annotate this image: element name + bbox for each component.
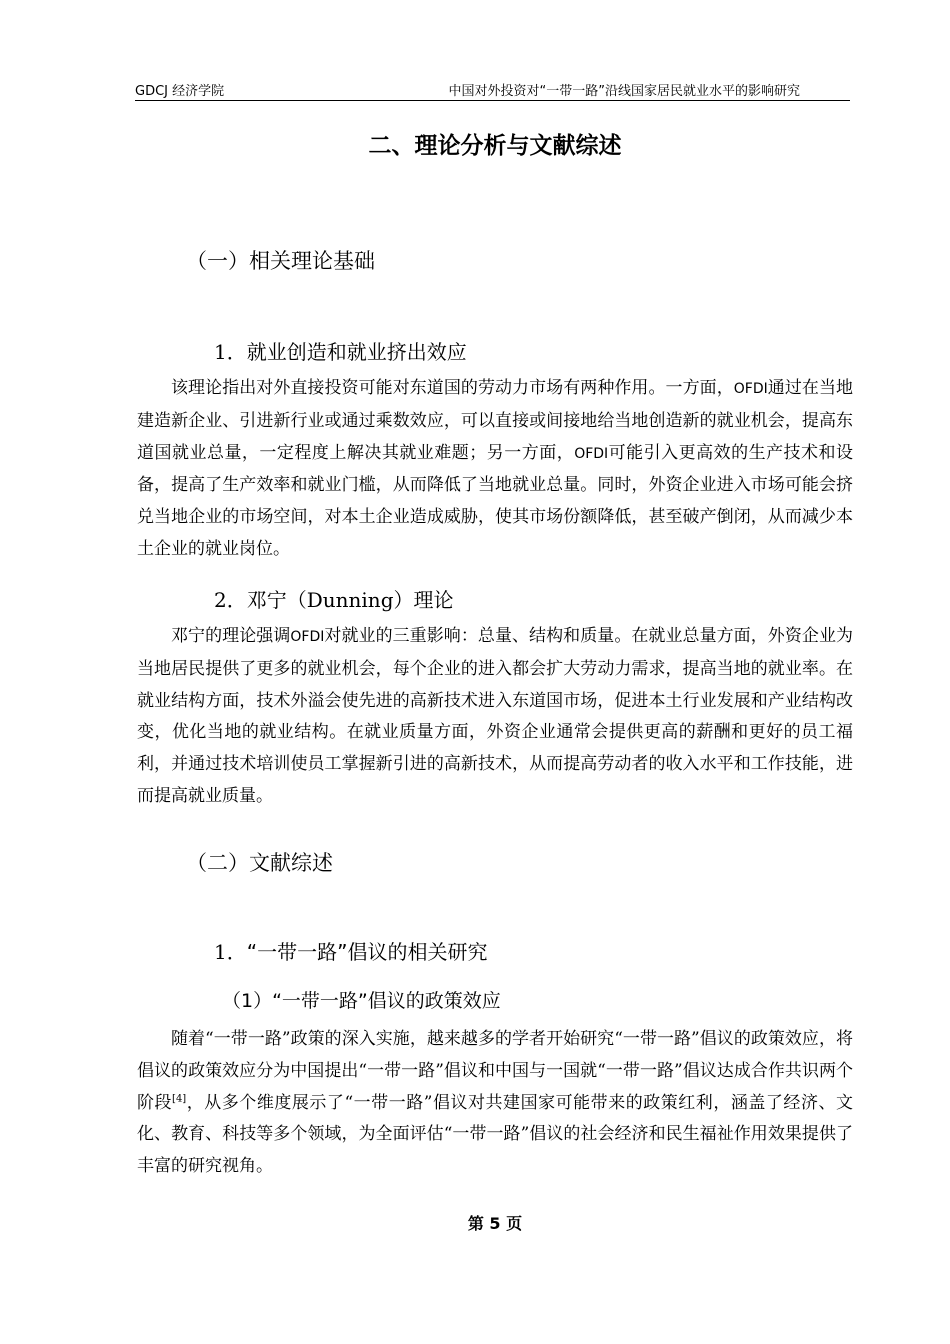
paragraph-text: 可能引入更高效的生产技术和设备，提高了生产效率和就业门槛，从而降低了当地就业总量。同时，外资企业进入市场可能会挤兑当地企业的市场空间，对本土企业造成威胁，使其市场份额降低，甚至破产倒闭，从而减少本土企业的就业岗位。 xyxy=(137,442,854,559)
ofdi-term: OFDI xyxy=(574,445,609,462)
paragraph-employment-effect xyxy=(137,373,853,566)
ofdi-term: OFDI xyxy=(733,381,768,397)
paragraph-text: 随着“一带一路”政策的深入实施，越来越多的学者开始研究“一带一路”倡议的政策效应，将倡议的政策效应分为中国提出“一带一路”倡议和中国与一国就“一带一路”倡议达成合作共识两个阶段 xyxy=(137,1029,853,1113)
subsection-heading-dunning xyxy=(214,584,454,613)
subsubsection-heading-policy-effect: （1）“一带一路”倡议的政策效应 xyxy=(222,990,501,1012)
paragraph-text: ，从多个维度展示了“一带一路”倡议对共建国家可能带来的政策红利，涵盖了经济、文化、教育、科技等多个领域，为全面评估“一带一路”倡议的社会经济和民生福祉作用效果提供了丰富的研究视角。 xyxy=(137,1092,853,1177)
subsection-heading-employment-effect xyxy=(214,336,467,365)
page-number: 第 5 页 xyxy=(467,1214,523,1233)
paragraph-text: 通过在当地建造新企业、引进新行业或通过乘数效应，可以直接或间接地给当地创造新的就业机会，提高东道国就业总量，一定程度上解决其就业难题；另一方面， xyxy=(137,378,853,463)
paragraph-policy-effect xyxy=(137,1024,853,1183)
running-header xyxy=(135,78,850,101)
subsection-title: ）理论 xyxy=(393,588,454,612)
subsection-title: 邓宁（ xyxy=(246,588,307,612)
section-heading-theory: （一）相关理论基础 xyxy=(186,249,375,273)
header-school: GDCJ 经济学院 xyxy=(135,84,225,99)
chapter-title: 二、理论分析与文献综述 xyxy=(368,133,622,159)
paragraph-text: 邓宁的理论强调 xyxy=(171,626,291,646)
citation-marker: [4] xyxy=(172,1092,187,1104)
ofdi-term: OFDI xyxy=(290,629,325,645)
subsection-title: 就业创造和就业挤出效应 xyxy=(246,340,467,364)
subsection-number: 1． xyxy=(214,940,247,964)
paragraph-text: 该理论指出对外直接投资可能对东道国的劳动力市场有两种作用。一方面， xyxy=(171,378,734,398)
subsection-number: 2． xyxy=(214,588,247,612)
subsection-title-english: Dunning xyxy=(306,588,394,612)
subsection-title: “一带一路”倡议的相关研究 xyxy=(246,940,488,964)
header-paper-title: 中国对外投资对“一带一路”沿线国家居民就业水平的影响研究 xyxy=(448,84,800,99)
section-heading-literature: （二）文献综述 xyxy=(186,851,333,875)
subsection-heading-belt-road xyxy=(214,936,487,965)
subsection-number: 1． xyxy=(214,340,247,364)
paragraph-text: 对就业的三重影响：总量、结构和质量。在就业总量方面，外资企业为当地居民提供了更多的就业机会，每个企业的进入都会扩大劳动力需求，提高当地的就业率。在就业结构方面，技术外溢会使先进的高新技术进入东道国市场，促进本土行业发展和产业结构改变，优化当地的就业结构。在就业质量方面，外资企业通常会提供更高的薪酬和更好的员工福利，并通过技术培训使员工掌握新引进的高新技术，从而提高劳动者的收入水平和工作技能，进而提高就业质量。 xyxy=(137,626,854,806)
paragraph-dunning xyxy=(137,621,853,813)
